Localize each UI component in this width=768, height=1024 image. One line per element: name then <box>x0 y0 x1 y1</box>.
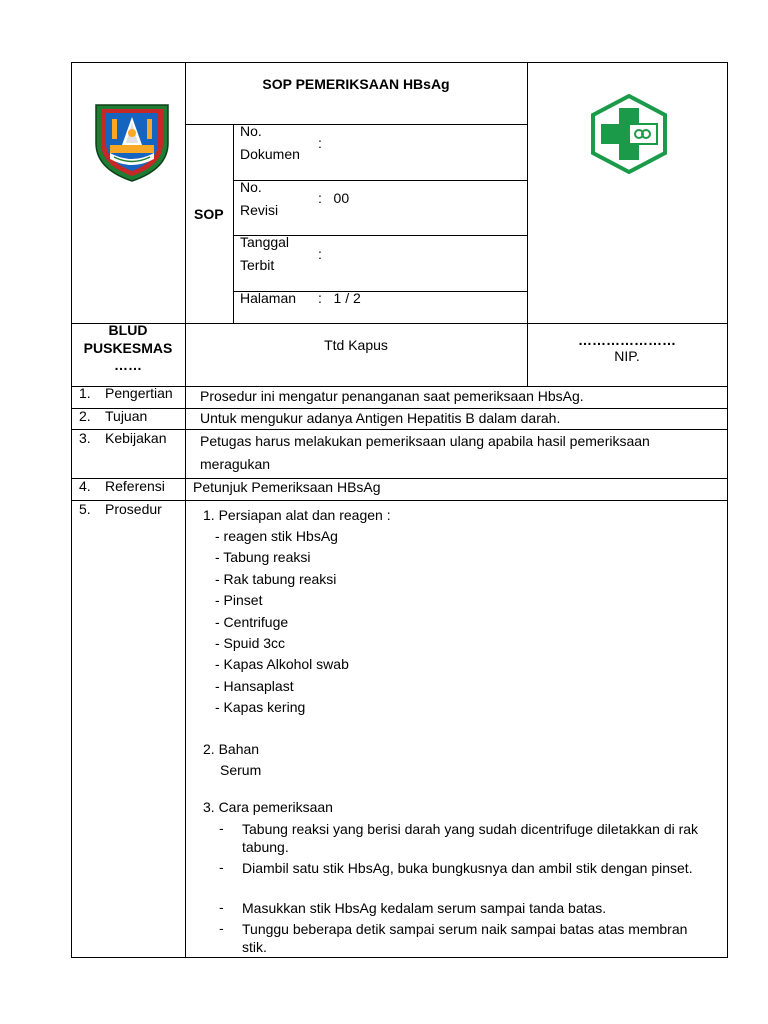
list-item: - reagen stik HbsAg <box>215 528 338 544</box>
row-label: Tujuan <box>105 408 148 424</box>
field-halaman-value: : 1 / 2 <box>318 290 361 306</box>
step-text: Masukkan stik HbsAg kedalam serum sampai tanda batas. <box>242 900 607 916</box>
step-text: Tunggu beberapa detik sampai serum naik sampai batas atas membran stik. <box>242 921 688 955</box>
step-dash: - <box>219 820 224 836</box>
field-revisi-label-2: Revisi <box>240 202 279 218</box>
row-label: Prosedur <box>105 501 162 517</box>
field-revisi-value: : 00 <box>318 190 350 206</box>
list-item: - Kapas Alkohol swab <box>215 656 349 672</box>
nip-label: NIP. <box>614 348 640 364</box>
row-text-continued: meragukan <box>200 456 271 472</box>
sop-label: SOP <box>194 206 224 222</box>
org-line-2: PUSKESMAS <box>83 340 173 356</box>
row-label: Kebijakan <box>105 430 167 446</box>
puskesmas-icon <box>589 94 669 174</box>
regional-crest-logo <box>92 103 172 183</box>
field-dokumen-value: : <box>318 135 322 151</box>
step-text: Tabung reaksi yang berisi darah yang sudah dicentrifuge diletakkan di rak tabung. <box>242 821 699 855</box>
row-number: 1. <box>79 385 91 401</box>
field-dokumen-label-1: No. <box>240 123 262 139</box>
row-number: 4. <box>79 478 91 494</box>
section-cara-title: 3. Cara pemeriksaan <box>203 799 333 815</box>
row-number: 5. <box>79 501 91 517</box>
list-item: - Rak tabung reaksi <box>215 571 337 587</box>
row-text: Untuk mengukur adanya Antigen Hepatitis B dalam darah. <box>200 410 561 426</box>
step-dash: - <box>219 920 224 936</box>
row-text: Petugas harus melakukan pemeriksaan ulang apabila hasil pemeriksaan <box>200 433 650 449</box>
step-dash: - <box>219 899 224 915</box>
field-terbit-label-1: Tanggal <box>240 234 290 250</box>
ttd-kapus: Ttd Kapus <box>324 337 388 353</box>
puskesmas-logo <box>589 94 669 174</box>
row-number: 3. <box>79 430 91 446</box>
field-terbit-value: : <box>318 246 322 262</box>
step-text: Diambil satu stik HbsAg, buka bungkusnya dan ambil stik dengan pinset. <box>242 860 693 876</box>
crest-icon <box>92 103 172 183</box>
org-line-3: …… <box>114 357 142 373</box>
field-dokumen-label-2: Dokumen <box>240 146 300 162</box>
step-dash: - <box>219 859 224 875</box>
bahan-value: Serum <box>220 762 262 778</box>
org-line-1: BLUD <box>108 322 148 338</box>
signature-dots: ………………… <box>578 332 676 348</box>
row-text: Petunjuk Pemeriksaan HBsAg <box>193 479 381 495</box>
list-item: - Tabung reaksi <box>215 549 311 565</box>
section-bahan-title: 2. Bahan <box>203 741 260 757</box>
row-number: 2. <box>79 408 91 424</box>
section-persiapan-title: 1. Persiapan alat dan reagen : <box>203 507 391 523</box>
list-item: - Centrifuge <box>215 614 289 630</box>
list-item: - Kapas kering <box>215 699 306 715</box>
list-item: - Hansaplast <box>215 678 294 694</box>
field-revisi-label-1: No. <box>240 179 262 195</box>
field-terbit-label-2: Terbit <box>240 257 275 273</box>
list-item: - Spuid 3cc <box>215 635 286 651</box>
row-label: Referensi <box>105 478 165 494</box>
row-label: Pengertian <box>105 385 173 401</box>
list-item: - Pinset <box>215 592 263 608</box>
row-text: Prosedur ini mengatur penanganan saat pemeriksaan HbsAg. <box>200 388 584 404</box>
field-halaman-label: Halaman <box>240 290 297 306</box>
page-title: SOP PEMERIKSAAN HBsAg <box>262 76 450 92</box>
